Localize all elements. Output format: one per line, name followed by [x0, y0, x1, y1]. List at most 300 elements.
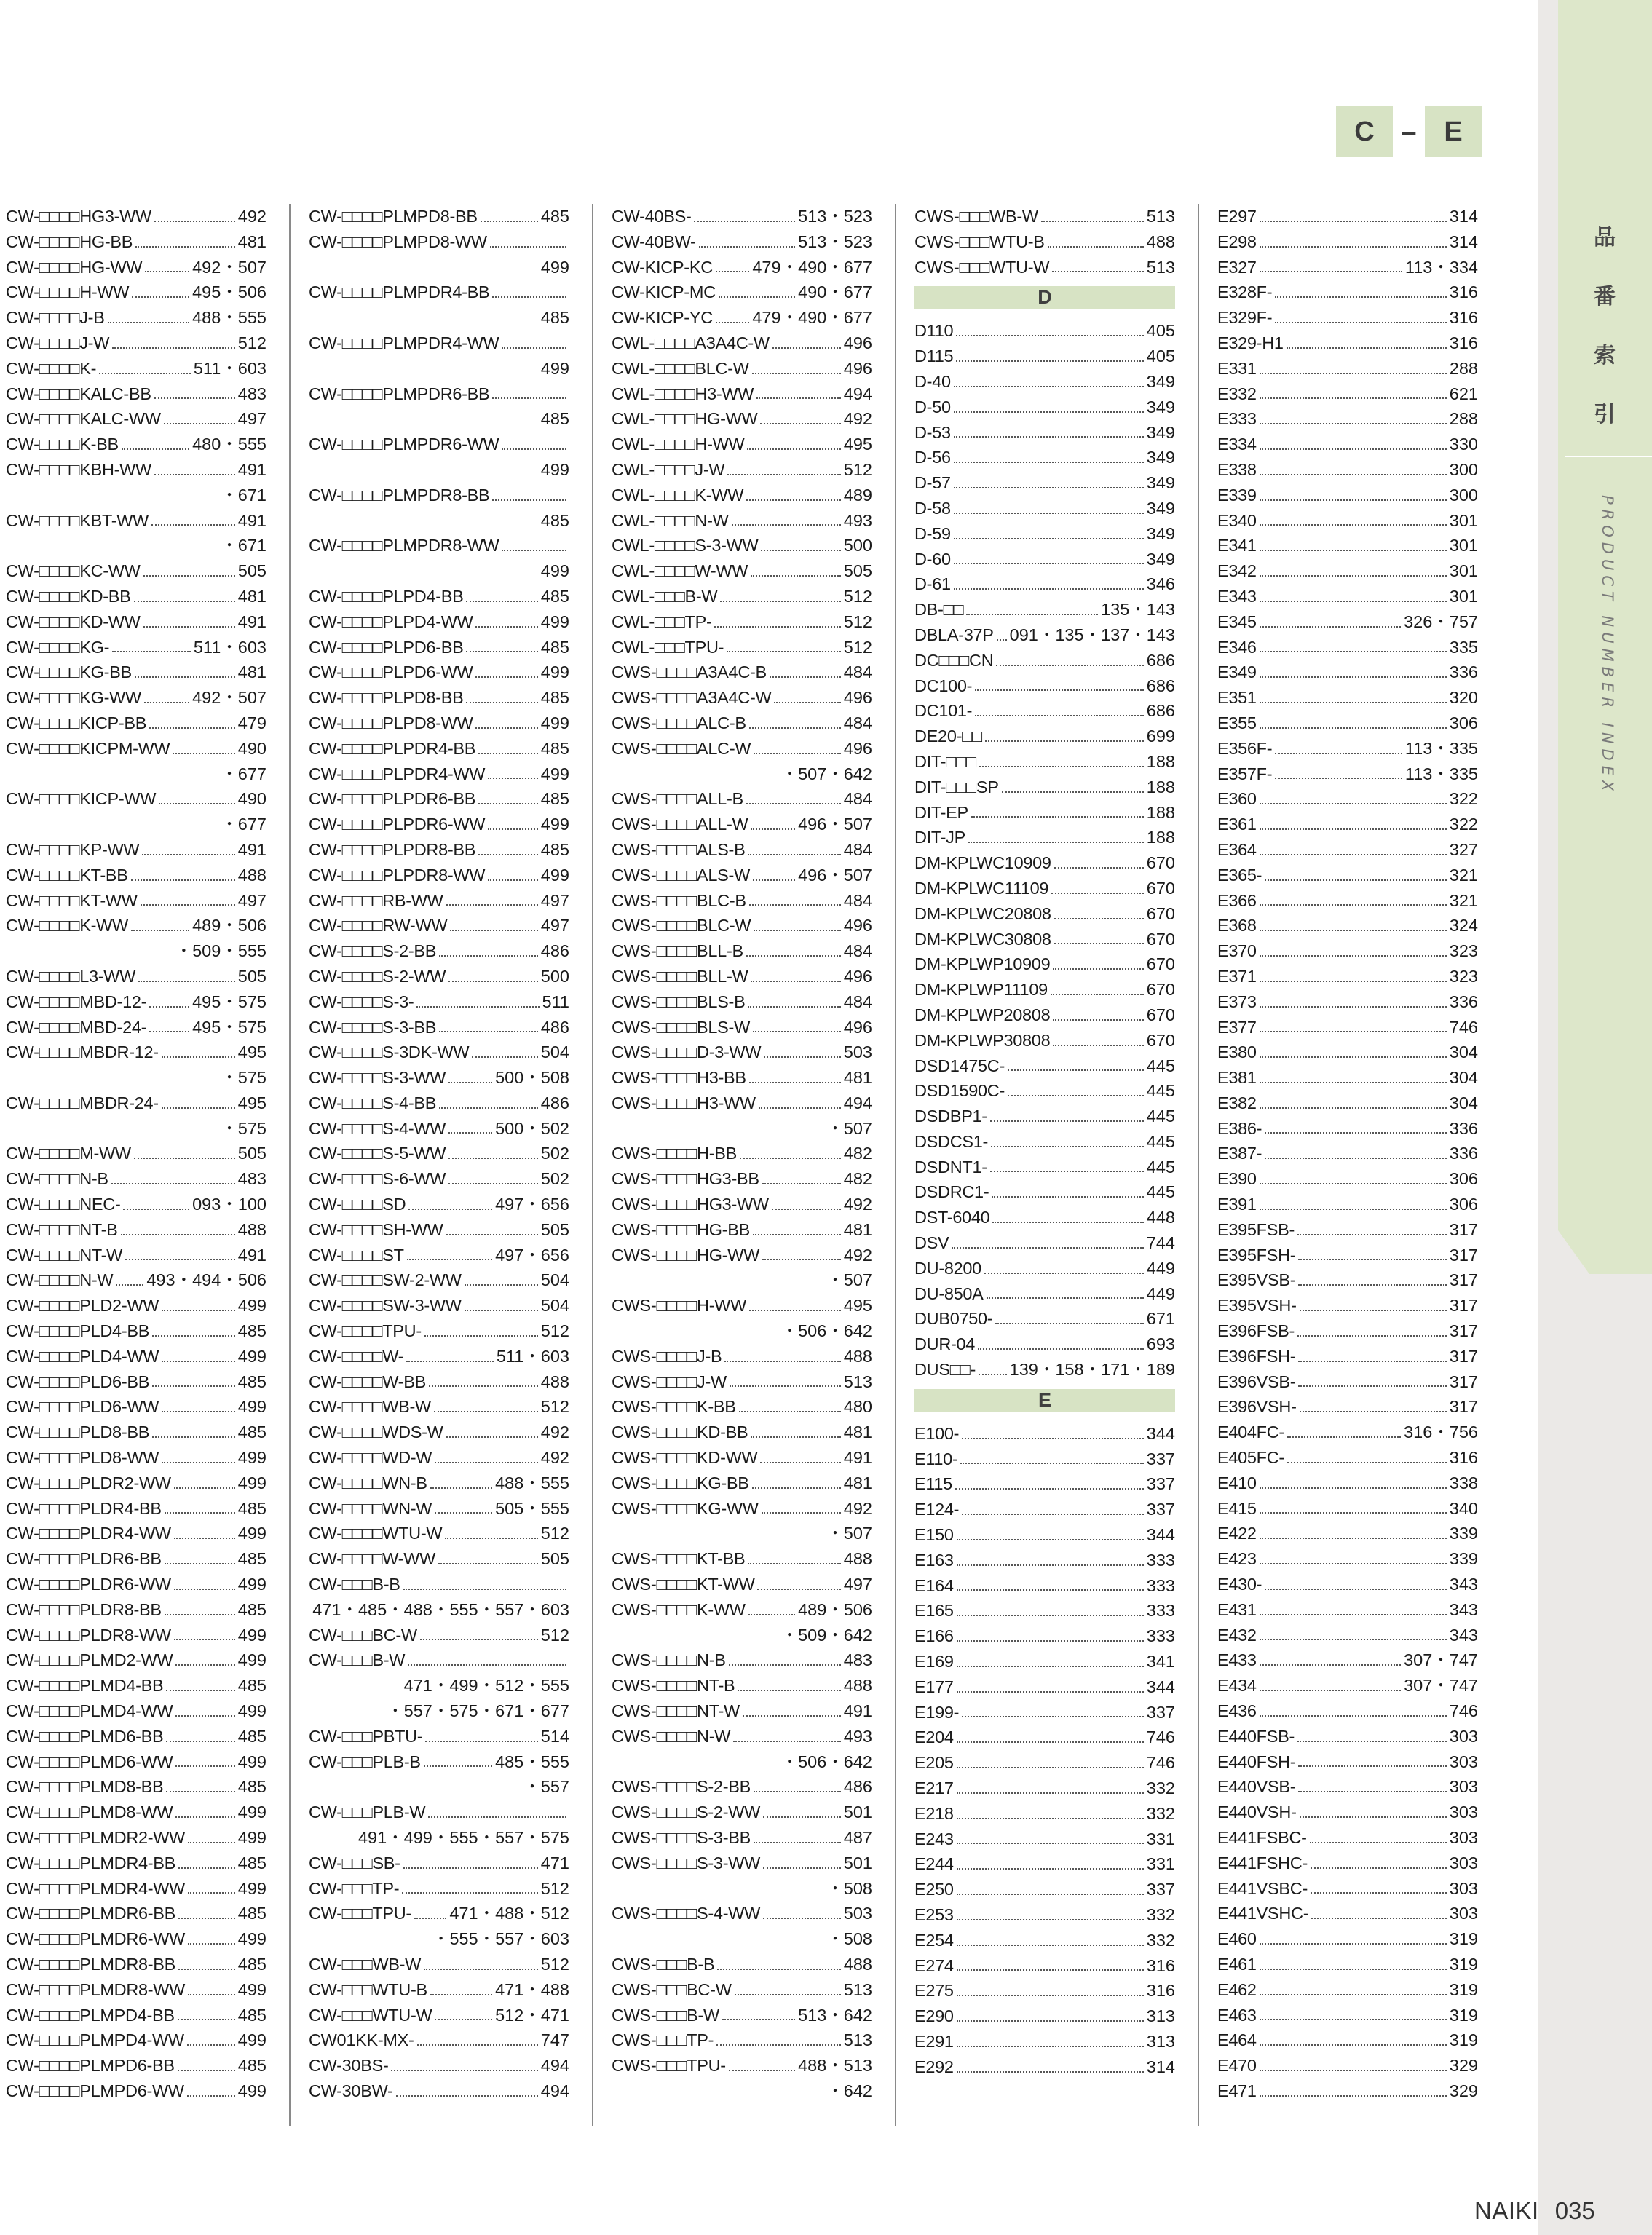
page-refs: 339	[1449, 1524, 1478, 1543]
product-code: CWS-□□□TPU-	[612, 2056, 726, 2076]
page-refs: 486	[540, 1017, 569, 1037]
index-entry	[612, 1825, 872, 1851]
page-refs: 485	[540, 789, 569, 809]
product-code: CW-KICP-YC	[612, 308, 713, 328]
page-refs: 479・490・677	[752, 257, 872, 277]
index-entry	[612, 837, 872, 863]
page-refs: 488	[843, 1549, 872, 1569]
index-entry	[612, 229, 872, 255]
page-refs: 505・555	[495, 1498, 569, 1518]
page-refs: 319	[1449, 1954, 1478, 1974]
page-refs: 332	[1146, 1905, 1175, 1924]
dot-leader	[770, 676, 841, 678]
product-code: E346	[1217, 637, 1257, 657]
product-code: CW-□□□□KD-BB	[6, 586, 131, 606]
page-refs: 335	[1449, 637, 1478, 657]
index-entry	[914, 1332, 1175, 1357]
index-entry	[914, 369, 1175, 395]
page-refs: 340	[1449, 1498, 1478, 1518]
product-code: E380	[1217, 1043, 1257, 1062]
index-entry	[6, 1166, 266, 1192]
dot-leader	[985, 740, 1144, 742]
index-entry	[6, 609, 266, 635]
page-refs: 491・499・555・557・575	[357, 1828, 569, 1847]
index-entry	[6, 255, 266, 280]
dot-leader	[751, 575, 841, 577]
dot-leader	[995, 1323, 1143, 1324]
page-refs: 496・507	[798, 815, 872, 834]
page-refs: 503	[843, 1043, 872, 1062]
product-code: CW-□□□□PLDR2-WW	[6, 1473, 171, 1492]
product-code: E329F-	[1217, 308, 1273, 328]
page-refs: 513	[843, 1372, 872, 1391]
index-entry	[1217, 1851, 1478, 1876]
index-entry	[1217, 711, 1478, 736]
product-code: CWS-□□□□HG-WW	[612, 1245, 759, 1265]
page-refs: 500	[540, 966, 569, 986]
page-refs: 336	[1449, 992, 1478, 1011]
index-entry	[6, 1800, 266, 1825]
product-code: E355	[1217, 713, 1257, 732]
page-refs: ・507	[826, 1118, 872, 1138]
index-entry	[309, 989, 569, 1015]
page-footer	[1474, 2197, 1595, 2225]
dot-leader	[188, 1943, 235, 1945]
index-entry	[309, 2028, 569, 2053]
dot-leader	[448, 1158, 538, 1159]
page-refs: 336	[1449, 662, 1478, 682]
dot-leader	[1260, 271, 1402, 272]
index-entry	[6, 2028, 266, 2053]
index-entry	[1217, 1952, 1478, 1977]
product-code: E423	[1217, 1549, 1257, 1569]
index-entry	[612, 1420, 872, 1445]
dot-leader	[1051, 893, 1144, 894]
page-refs: 484	[843, 789, 872, 809]
product-code: E387-	[1217, 1144, 1262, 1163]
page-refs: 484	[843, 839, 872, 859]
dot-leader	[957, 1868, 1144, 1870]
product-code: E386-	[1217, 1118, 1262, 1138]
product-code: CW-□□□□PLPD6-WW	[309, 662, 473, 682]
product-code: CWS-□□□WTU-W	[914, 257, 1050, 277]
product-code: CW-□□□□K-	[6, 358, 97, 378]
index-entry	[6, 558, 266, 584]
product-code: CW-□□□TPU-	[309, 1904, 411, 1923]
dot-leader	[1287, 1436, 1401, 1438]
dot-leader	[448, 1183, 538, 1184]
dot-leader	[1051, 994, 1144, 995]
page-refs: 513・642	[798, 2005, 872, 2025]
product-code: CWS-□□□□KT-BB	[612, 1549, 746, 1569]
index-entry	[612, 913, 872, 938]
index-entry	[612, 1065, 872, 1091]
dot-leader	[492, 296, 566, 298]
dot-leader	[174, 1538, 235, 1539]
dot-leader	[1260, 246, 1447, 248]
page-refs: 316・756	[1404, 1423, 1478, 1442]
index-entry	[914, 255, 1175, 280]
product-code: D-58	[914, 498, 951, 518]
product-code: CW-□□□□PLPDR6-WW	[309, 815, 486, 834]
page-refs: 494	[540, 2081, 569, 2100]
index-entry	[612, 204, 872, 229]
index-entry	[914, 1978, 1175, 2003]
index-entry	[914, 229, 1175, 255]
product-code: CWL-□□□□N-W	[612, 510, 729, 530]
product-code: D-57	[914, 473, 951, 493]
product-code: E470	[1217, 2056, 1257, 2076]
index-entry	[914, 1078, 1175, 1104]
page-refs: 471・499・512・555	[403, 1676, 569, 1696]
dot-leader	[111, 1183, 235, 1184]
dot-leader	[188, 1994, 235, 1995]
dot-leader	[165, 1614, 235, 1615]
dot-leader	[1260, 550, 1447, 551]
product-code: E342	[1217, 561, 1257, 581]
page-refs: 314	[1146, 2057, 1175, 2076]
dot-leader	[154, 474, 235, 475]
index-entry	[914, 204, 1175, 229]
product-code: CW-□□□□KALC-WW	[6, 409, 161, 429]
index-entry	[612, 584, 872, 609]
footer-brand: NAIKI	[1474, 2197, 1539, 2224]
dot-leader	[957, 1792, 1144, 1794]
page-refs: 482	[843, 1169, 872, 1189]
side-index-title-en: PRODUCT NUMBER INDEX	[1599, 495, 1616, 796]
index-entry	[612, 1724, 872, 1749]
index-entry	[1217, 1977, 1478, 2003]
index-entry	[612, 1293, 872, 1318]
index-entry	[914, 1357, 1175, 1382]
product-code: D-56	[914, 448, 951, 467]
index-entry	[309, 1521, 569, 1546]
index-entry	[6, 432, 266, 457]
dot-leader	[1260, 2070, 1447, 2071]
dot-leader	[112, 347, 235, 349]
page-refs: 503	[843, 1904, 872, 1923]
index-entry	[1217, 1698, 1478, 1724]
dot-leader	[957, 1969, 1144, 1971]
dot-leader	[774, 702, 840, 703]
product-code: CW-□□□□WN-W	[309, 1498, 432, 1518]
index-entry	[6, 1724, 266, 1749]
page-refs: 324	[1449, 916, 1478, 935]
dot-leader	[465, 1310, 538, 1311]
dot-leader	[178, 1918, 235, 1919]
index-entry	[309, 1217, 569, 1243]
dot-leader	[420, 1639, 538, 1640]
product-code: D115	[914, 347, 954, 366]
product-code: E343	[1217, 586, 1257, 606]
page-refs: 484	[843, 713, 872, 732]
dot-leader	[957, 1615, 1144, 1616]
index-entry	[1217, 1800, 1478, 1825]
index-entry	[1217, 736, 1478, 762]
dot-leader	[694, 221, 795, 222]
dot-leader	[1311, 1892, 1447, 1894]
product-code: CW-□□□□KICP-WW	[6, 789, 157, 809]
page-refs: 306	[1449, 1169, 1478, 1189]
product-code: CWL-□□□□W-WW	[612, 561, 748, 581]
dot-leader	[975, 715, 1144, 716]
product-code: CWS-□□□□NT-B	[612, 1676, 735, 1696]
index-entry	[914, 2054, 1175, 2080]
dot-leader	[740, 1158, 841, 1159]
product-code: CW-□□□□PLMPD4-WW	[6, 2030, 184, 2050]
product-code: CWS-□□□□D-3-WW	[612, 1043, 762, 1062]
product-code: CW-□□□□PLMPDR6-BB	[309, 384, 490, 403]
product-code: CWL-□□□□H3-WW	[612, 384, 754, 403]
dot-leader	[403, 1867, 538, 1869]
product-code: CW-□□□□HG-BB	[6, 232, 133, 251]
product-code: DM-KPLWP30808	[914, 1030, 1051, 1050]
dot-leader	[1260, 373, 1447, 374]
product-code: CW-□□□□PLMDR6-BB	[6, 1904, 176, 1923]
page-refs: 481	[237, 662, 266, 682]
page-refs: 496	[843, 966, 872, 986]
dot-leader	[763, 1918, 841, 1919]
product-code: CW-□□□□PLMD6-BB	[6, 1726, 164, 1746]
page-refs: 483	[237, 384, 266, 403]
page-refs: 304	[1449, 1043, 1478, 1062]
index-entry	[612, 711, 872, 736]
index-entry	[309, 2053, 569, 2078]
index-entry	[914, 1573, 1175, 1599]
product-code: CW-□□□□N-B	[6, 1169, 108, 1189]
product-code: E370	[1217, 941, 1257, 961]
dot-leader	[1265, 1589, 1447, 1590]
page-refs: 497・656	[495, 1245, 569, 1265]
index-entry	[1217, 1496, 1478, 1522]
product-code: E163	[914, 1550, 954, 1570]
dot-leader	[1053, 1045, 1143, 1046]
index-entry	[914, 1598, 1175, 1623]
index-entry	[1217, 1394, 1478, 1420]
dot-leader	[1287, 1462, 1447, 1463]
product-code: E297	[1217, 207, 1257, 226]
index-entry	[309, 938, 569, 964]
index-entry	[1217, 1141, 1478, 1166]
dot-leader	[1260, 2095, 1447, 2097]
dot-leader	[406, 1361, 494, 1362]
product-code: DM-KPLWC20808	[914, 903, 1051, 923]
index-entry	[6, 457, 266, 483]
page-refs: 512	[843, 586, 872, 606]
index-entry	[6, 1471, 266, 1496]
dot-leader	[166, 1791, 234, 1792]
page-refs: 504	[540, 1296, 569, 1316]
product-code: CW-□□□□PLD8-WW	[6, 1448, 159, 1468]
page-refs: 479	[237, 713, 266, 732]
page-refs: 448	[1146, 1208, 1175, 1227]
index-entry	[612, 1471, 872, 1496]
dot-leader	[1260, 1107, 1447, 1109]
index-entry-continuation	[612, 1267, 872, 1293]
index-entry	[612, 356, 872, 381]
page-refs: 113・335	[1404, 738, 1478, 758]
page-refs: 513	[843, 1979, 872, 1999]
page-refs: 322	[1449, 789, 1478, 809]
dot-leader	[121, 1234, 235, 1235]
index-entry	[914, 1725, 1175, 1750]
product-code: E462	[1217, 1979, 1257, 1999]
dot-leader	[746, 955, 841, 957]
index-entry	[1217, 863, 1478, 888]
dot-leader	[162, 1056, 235, 1058]
dot-leader	[1260, 1994, 1447, 1995]
page-refs: 323	[1449, 966, 1478, 986]
page-refs: 746	[1146, 1728, 1175, 1747]
product-code: E415	[1217, 1498, 1257, 1518]
page-refs: 471	[540, 1853, 569, 1872]
dot-leader	[1275, 778, 1402, 779]
index-entry	[309, 2003, 569, 2028]
index-entry	[1217, 1825, 1478, 1851]
product-code: E338	[1217, 459, 1257, 479]
product-code: E395VSB-	[1217, 1270, 1296, 1290]
page-refs: 313	[1146, 2031, 1175, 2051]
product-code: DM-KPLWP20808	[914, 1005, 1051, 1024]
dot-leader	[962, 1514, 1144, 1515]
dot-leader	[957, 1666, 1144, 1667]
product-code: E291	[914, 2031, 954, 2051]
index-entry	[612, 812, 872, 837]
page-refs: 303	[1449, 1752, 1478, 1771]
product-code: CW-□□□□PLDR6-BB	[6, 1549, 162, 1569]
dot-leader	[448, 1082, 492, 1083]
index-entry	[6, 1293, 266, 1318]
dot-leader	[1260, 448, 1447, 450]
product-code: E365-	[1217, 865, 1262, 885]
product-code: CWS-□□□□BLS-B	[612, 992, 746, 1011]
page-refs: 497	[237, 409, 266, 429]
product-code: E351	[1217, 688, 1257, 708]
product-code: CW-□□□□PLPDR4-WW	[309, 764, 486, 783]
page-refs: 497	[540, 890, 569, 910]
dot-leader	[957, 1945, 1144, 1946]
page-number: 035	[1554, 2197, 1595, 2224]
dot-leader	[1260, 1690, 1401, 1691]
dot-leader	[429, 1385, 538, 1387]
page-refs: 491	[237, 510, 266, 530]
product-code: DM-KPLWC11109	[914, 878, 1049, 898]
dot-leader	[752, 1487, 841, 1489]
index-entry	[309, 1166, 569, 1192]
page-refs: 491	[237, 1245, 266, 1265]
product-code: CW-KICP-MC	[612, 282, 716, 302]
page-refs: 511・603	[193, 637, 266, 657]
page-refs: 496	[843, 1017, 872, 1037]
dot-leader	[772, 1209, 841, 1210]
product-code: E217	[914, 1779, 954, 1798]
page-refs: 317	[1449, 1245, 1478, 1265]
dot-leader	[165, 1512, 235, 1514]
product-code: CWS-□□□□H-WW	[612, 1296, 746, 1316]
product-code: CW-□□□□PLMD4-WW	[6, 1701, 173, 1721]
dot-leader	[175, 1765, 234, 1767]
index-entry	[6, 635, 266, 660]
page-refs: 485	[237, 1676, 266, 1696]
page-refs: 512	[540, 1625, 569, 1645]
dot-leader	[502, 347, 566, 349]
dot-leader	[138, 981, 235, 982]
dot-leader	[1298, 1259, 1446, 1260]
dot-leader	[435, 1462, 538, 1463]
page-refs: 686	[1146, 701, 1175, 721]
page-refs: 699	[1146, 727, 1175, 746]
product-code: E433	[1217, 1650, 1257, 1670]
dot-leader	[1053, 968, 1143, 970]
product-code: CWS-□□□□N-B	[612, 1650, 726, 1670]
dot-leader	[719, 296, 795, 298]
page-refs: 304	[1449, 1068, 1478, 1088]
page-refs: 349	[1146, 498, 1175, 518]
index-entry	[1217, 989, 1478, 1015]
product-code: D-61	[914, 574, 951, 594]
page-refs: 485	[237, 2005, 266, 2025]
page-refs: 502	[540, 1144, 569, 1163]
dot-leader	[1300, 1816, 1447, 1818]
dot-leader	[407, 1259, 492, 1260]
product-code: CWS-□□□B-W	[612, 2005, 719, 2025]
index-entry-continuation	[309, 1698, 569, 1724]
index-entry	[914, 1256, 1175, 1281]
dot-leader	[488, 879, 538, 881]
index-entry	[309, 432, 569, 457]
product-code: E253	[914, 1905, 954, 1924]
page-refs: 303	[1449, 1853, 1478, 1872]
index-entry	[1217, 356, 1478, 381]
index-entry-continuation	[309, 305, 569, 331]
dot-leader	[1260, 2044, 1447, 2046]
dot-leader	[417, 2044, 538, 2046]
page-refs: 670	[1146, 903, 1175, 923]
page-refs: 480	[843, 1397, 872, 1417]
page-refs: 494	[843, 1093, 872, 1112]
dot-leader	[408, 1209, 492, 1210]
index-entry	[1217, 1344, 1478, 1369]
dot-leader	[446, 1234, 538, 1235]
page-refs: 490	[237, 738, 266, 758]
page-refs: 513	[1146, 257, 1175, 277]
page-refs: 301	[1449, 561, 1478, 581]
index-entry	[6, 356, 266, 381]
product-code: CWS-□□□□ALS-B	[612, 839, 746, 859]
index-entry	[612, 1546, 872, 1572]
product-code: CW-□□□□KT-BB	[6, 865, 128, 885]
product-code: E169	[914, 1652, 954, 1672]
page-refs: ・508	[826, 1929, 872, 1949]
index-entry	[914, 1776, 1175, 1801]
index-entry	[309, 609, 569, 635]
index-entry	[914, 1851, 1175, 1877]
page-refs: 344	[1146, 1525, 1175, 1545]
index-entry	[1217, 1597, 1478, 1623]
page-refs: 332	[1146, 1779, 1175, 1798]
product-code: E391	[1217, 1195, 1257, 1214]
page-refs: 499	[237, 1296, 266, 1316]
dot-leader	[748, 1614, 795, 1615]
dot-leader	[717, 1969, 840, 1970]
page-refs: 499	[237, 1701, 266, 1721]
product-code: CW-□□□□PLD4-BB	[6, 1321, 150, 1341]
index-entry	[1217, 1293, 1478, 1318]
dot-leader	[957, 1919, 1144, 1920]
product-code: CW-□□□□S-2-BB	[309, 941, 437, 961]
index-entry	[914, 1002, 1175, 1028]
index-entry	[1217, 609, 1478, 635]
